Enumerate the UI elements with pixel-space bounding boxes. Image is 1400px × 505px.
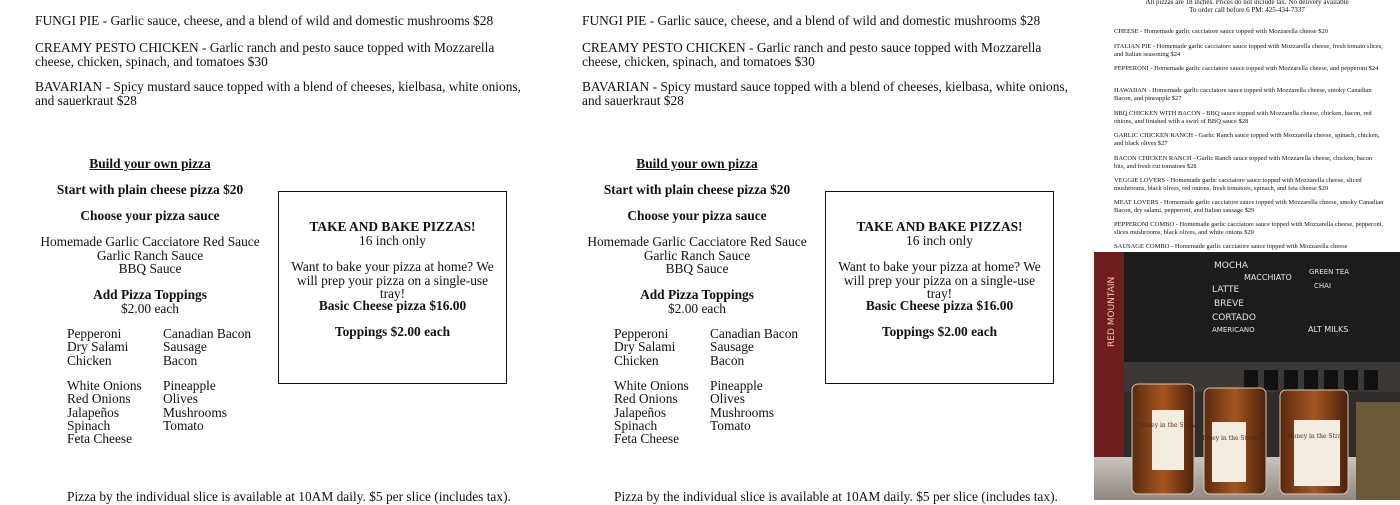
pie-fungi: FUNGI PIE - Garlic sauce, cheese, and a blend of wild and domestic mushrooms $28 xyxy=(35,13,494,28)
jar-label: Honey in the Straw xyxy=(1287,433,1347,440)
menu-item-cheese: CHEESE - Homemade garlic cacciatore sauce topped with Mozzarella cheese $20 xyxy=(1114,28,1329,35)
menu-item-hawaiian: HAWAIIAN - Homemade garlic cacciatore sauce topped with Mozzarella cheese, smoky Canadian Bacon, and pineapple $27 xyxy=(1114,87,1372,102)
sauce-item: BBQ Sauce xyxy=(118,261,182,276)
topping-item: Olives xyxy=(163,391,198,407)
add-toppings-heading: Add Pizza Toppings xyxy=(640,287,754,302)
topping-item: Spinach xyxy=(614,417,658,433)
pie-fungi: FUNGI PIE - Garlic sauce, cheese, and a blend of wild and domestic mushrooms $28 xyxy=(582,13,1041,28)
order-note xyxy=(1094,0,1400,14)
menu-column-middle xyxy=(582,0,1112,504)
menu-item-pepperoni: PEPPERONI - Homemade garlic cacciatore sauce topped with Mozzarella cheese, and pepperoni $24 xyxy=(1114,65,1379,72)
topping-item: Bacon xyxy=(163,352,198,368)
menu-column-left xyxy=(35,0,565,504)
build-title: Build your own pizza xyxy=(89,156,211,171)
topping-item: Tomato xyxy=(710,417,751,433)
topping-item: Jalapeños xyxy=(67,404,120,420)
topping-item: Chicken xyxy=(67,352,112,368)
topping-item: Pepperoni xyxy=(67,326,122,341)
topping-item: White Onions xyxy=(67,378,142,393)
topping-item: Sausage xyxy=(163,339,207,355)
take-and-bake-size: 16 inch only xyxy=(359,233,426,248)
honey-jar xyxy=(1199,388,1266,494)
order-note-line: To order call before 6 PM: 425-434-7337 xyxy=(1189,6,1305,14)
topping-item: Red Onions xyxy=(67,391,131,407)
build-start: Start with plain cheese pizza $20 xyxy=(56,182,244,197)
board-word: BREVE xyxy=(1214,299,1244,309)
pie-creamy-pesto: CREAMY PESTO CHICKEN - Garlic ranch and pesto sauce topped with Mozzarella cheese, chicken, spinach, and tomatoes $30 xyxy=(35,40,495,69)
take-and-bake-title: TAKE AND BAKE PIZZAS! xyxy=(309,219,476,234)
pie-bavarian: BAVARIAN - Spicy mustard sauce topped with a blend of cheeses, kielbasa, white onions, and sauerkraut $28 xyxy=(582,79,1068,108)
topping-item: Pepperoni xyxy=(614,326,669,341)
take-and-bake-basic: Basic Cheese pizza $16.00 xyxy=(318,298,467,313)
topping-item: White Onions xyxy=(614,378,689,393)
topping-item: Sausage xyxy=(710,339,754,355)
build-choose-sauce: Choose your pizza sauce xyxy=(627,208,767,223)
topping-item: Chicken xyxy=(614,352,659,368)
topping-item: Mushrooms xyxy=(710,404,774,420)
menu-item-sausage-combo: SAUSAGE COMBO - Homemade garlic cacciatore sauce topped with Mozzarella cheese xyxy=(1114,243,1348,250)
toppings-price: $2.00 each xyxy=(120,300,179,316)
take-and-bake-box xyxy=(825,191,1054,384)
take-and-bake-toppings: Toppings $2.00 each xyxy=(334,324,451,339)
pie-creamy-pesto: CREAMY PESTO CHICKEN - Garlic ranch and pesto sauce topped with Mozzarella cheese, chicken, spinach, and tomatoes $30 xyxy=(582,40,1042,69)
cafe-photo xyxy=(1094,252,1400,500)
topping-item: Olives xyxy=(710,391,745,407)
take-and-bake-size: 16 inch only xyxy=(906,233,973,248)
board-word: MACCHIATO xyxy=(1244,273,1292,282)
menu-column-right xyxy=(1094,0,1400,500)
topping-item: Tomato xyxy=(163,417,204,433)
slice-note: Pizza by the individual slice is available at 10AM daily. $5 per slice (includes tax). xyxy=(614,489,1058,504)
build-start: Start with plain cheese pizza $20 xyxy=(603,182,791,197)
menu-item-pepperoni-combo: PEPPERONI COMBO - Homemade garlic cacciatore sauce topped with Mozzarella cheese, pepperoni, slices mushrooms, black olives, and white onions $29 xyxy=(1114,221,1384,236)
jar-label: Honey in the Straw xyxy=(1199,435,1259,442)
slice-note: Pizza by the individual slice is available at 10AM daily. $5 per slice (includes tax). xyxy=(67,489,511,504)
build-choose-sauce: Choose your pizza sauce xyxy=(80,208,220,223)
take-and-bake-toppings: Toppings $2.00 each xyxy=(881,324,998,339)
menu-item-garlic-chicken: GARLIC CHICKEN RANCH - Garlic Ranch sauce topped with Mozzarella cheese, spinach, chicken, and black olives $27 xyxy=(1114,132,1380,147)
sauce-list xyxy=(582,235,812,276)
board-word: GREEN TEA xyxy=(1309,268,1350,276)
topping-item: Dry Salami xyxy=(67,339,129,355)
build-title: Build your own pizza xyxy=(636,156,758,171)
topping-item: Canadian Bacon xyxy=(163,326,252,341)
topping-item: Canadian Bacon xyxy=(710,326,799,341)
sauce-item: Homemade Garlic Cacciatore Red Sauce xyxy=(40,234,260,249)
board-word: ALT MILKS xyxy=(1308,325,1349,334)
cafe-photo-illustration xyxy=(1094,252,1400,500)
honey-jar xyxy=(1280,390,1348,494)
take-and-bake-pitch: Want to bake your pizza at home? We will prep your pizza on a single-use tray! xyxy=(838,259,1041,301)
sauce-item: Garlic Ranch Sauce xyxy=(96,247,204,263)
order-note-line: All pizzas are 18 inches. Prices do not include tax. No delivery available xyxy=(1145,0,1349,6)
sauce-item: BBQ Sauce xyxy=(665,261,729,276)
pie-bavarian: BAVARIAN - Spicy mustard sauce topped with a blend of cheeses, kielbasa, white onions, and sauerkraut $28 xyxy=(35,79,521,108)
honey-jar xyxy=(1132,384,1198,494)
toppings-price: $2.00 each xyxy=(667,300,726,316)
board-word: AMERICANO xyxy=(1212,326,1255,334)
take-and-bake-box xyxy=(278,191,507,384)
topping-item: Spinach xyxy=(67,417,111,433)
topping-item: Mushrooms xyxy=(163,404,227,420)
topping-item: Feta Cheese xyxy=(67,431,133,447)
board-word: CORTADO xyxy=(1212,313,1256,323)
sauce-list xyxy=(35,235,265,276)
menu-item-bbq-chicken: BBQ CHICKEN WITH BACON - BBQ sauce topped with Mozzarella cheese, chicken, bacon, red onions, and finished with a swirl of BBQ sauce $28 xyxy=(1114,110,1372,125)
topping-item: Jalapeños xyxy=(614,404,667,420)
topping-item: Dry Salami xyxy=(614,339,676,355)
take-and-bake-pitch: Want to bake your pizza at home? We will prep your pizza on a single-use tray! xyxy=(291,259,494,301)
topping-item: Pineapple xyxy=(710,378,763,393)
topping-item: Red Onions xyxy=(614,391,678,407)
take-and-bake-title: TAKE AND BAKE PIZZAS! xyxy=(856,219,1023,234)
menu-item-bacon-chicken: BACON CHICKEN RANCH - Garlic Ranch sauce topped with Mozzarella cheese, chicken, bacon bits, and fresh cut tomatoes $28 xyxy=(1114,155,1373,170)
sauce-item: Garlic Ranch Sauce xyxy=(643,247,751,263)
topping-item: Pineapple xyxy=(163,378,216,393)
take-and-bake-basic: Basic Cheese pizza $16.00 xyxy=(865,298,1014,313)
topping-item: Feta Cheese xyxy=(614,431,680,447)
board-word: RED MOUNTAIN xyxy=(1107,276,1117,347)
board-word: CHAI xyxy=(1314,282,1332,290)
board-word: LATTE xyxy=(1212,285,1240,295)
board-word: MOCHA xyxy=(1214,261,1249,271)
jar-label: Honey in the Straw xyxy=(1138,422,1198,429)
add-toppings-heading: Add Pizza Toppings xyxy=(93,287,207,302)
menu-item-italian: ITALIAN PIE - Homemade garlic cacciatore sauce topped with Mozzarella cheese, fresh tomato slices, and Italian seasoning $24 xyxy=(1114,43,1383,58)
topping-item: Bacon xyxy=(710,352,745,368)
sauce-item: Homemade Garlic Cacciatore Red Sauce xyxy=(587,234,807,249)
menu-item-veggie: VEGGIE LOVERS - Homemade garlic cacciatore sauce topped with Mozzarella cheese, sliced mushrooms, black olives, red onions, fresh tomatoes, spinach, and feta cheese $29 xyxy=(1114,177,1362,192)
menu-item-meat: MEAT LOVERS - Homemade garlic cacciatore sauce topped with Mozzarella cheese, smoky Canadian Bacon, dry salami, pepperoni, and Italian sausage $29 xyxy=(1114,199,1384,214)
